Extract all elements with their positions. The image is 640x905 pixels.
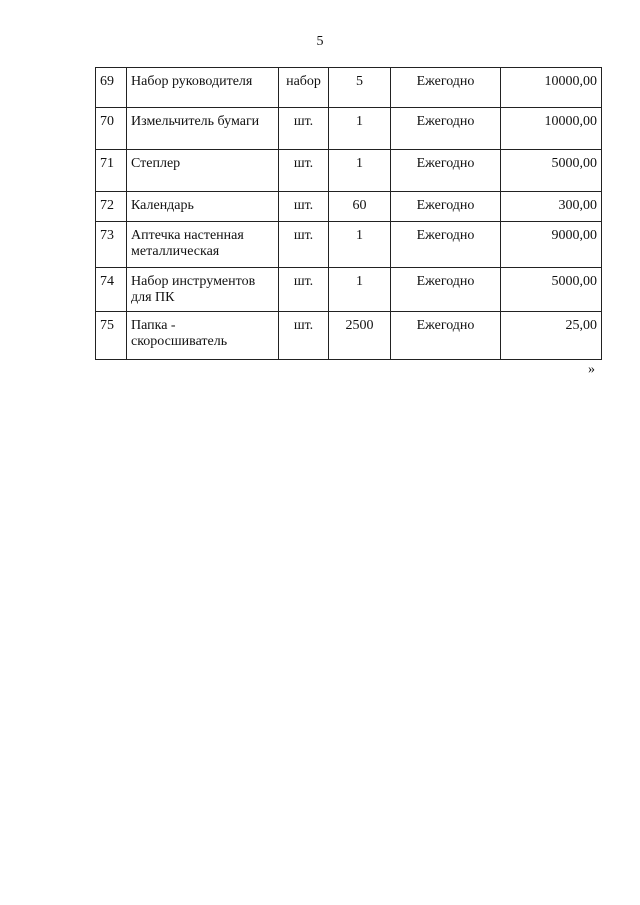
item-period: Ежегодно (391, 268, 501, 312)
item-name: Набор руководителя (127, 68, 279, 108)
row-number: 72 (96, 192, 127, 222)
item-price: 5000,00 (501, 150, 602, 192)
item-quantity: 1 (329, 150, 391, 192)
row-number: 75 (96, 312, 127, 360)
item-unit: шт. (279, 312, 329, 360)
item-quantity: 60 (329, 192, 391, 222)
item-name: Папка - скоросшиватель (127, 312, 279, 360)
item-unit: шт. (279, 150, 329, 192)
row-number: 74 (96, 268, 127, 312)
row-number: 69 (96, 68, 127, 108)
item-period: Ежегодно (391, 192, 501, 222)
item-quantity: 1 (329, 108, 391, 150)
item-quantity: 1 (329, 268, 391, 312)
table-row (96, 222, 602, 268)
item-price: 300,00 (501, 192, 602, 222)
item-price: 5000,00 (501, 268, 602, 312)
items-table (95, 67, 602, 360)
table-row (96, 268, 602, 312)
item-unit: набор (279, 68, 329, 108)
item-name: Измельчитель бумаги (127, 108, 279, 150)
table-row (96, 108, 602, 150)
item-period: Ежегодно (391, 108, 501, 150)
item-name: Набор инструментов для ПК (127, 268, 279, 312)
item-period: Ежегодно (391, 222, 501, 268)
item-unit: шт. (279, 108, 329, 150)
table-row (96, 68, 602, 108)
item-name: Аптечка настенная металлическая (127, 222, 279, 268)
table-row (96, 150, 602, 192)
item-name: Календарь (127, 192, 279, 222)
item-period: Ежегодно (391, 150, 501, 192)
table-row (96, 192, 602, 222)
row-number: 70 (96, 108, 127, 150)
item-price: 25,00 (501, 312, 602, 360)
page-number: 5 (316, 34, 324, 49)
item-name: Степлер (127, 150, 279, 192)
item-quantity: 2500 (329, 312, 391, 360)
item-price: 10000,00 (501, 68, 602, 108)
closing-quote-mark: » (588, 362, 595, 377)
item-price: 10000,00 (501, 108, 602, 150)
item-unit: шт. (279, 192, 329, 222)
item-quantity: 1 (329, 222, 391, 268)
item-period: Ежегодно (391, 312, 501, 360)
item-unit: шт. (279, 268, 329, 312)
item-period: Ежегодно (391, 68, 501, 108)
item-unit: шт. (279, 222, 329, 268)
table-row (96, 312, 602, 360)
item-price: 9000,00 (501, 222, 602, 268)
item-quantity: 5 (329, 68, 391, 108)
row-number: 71 (96, 150, 127, 192)
row-number: 73 (96, 222, 127, 268)
